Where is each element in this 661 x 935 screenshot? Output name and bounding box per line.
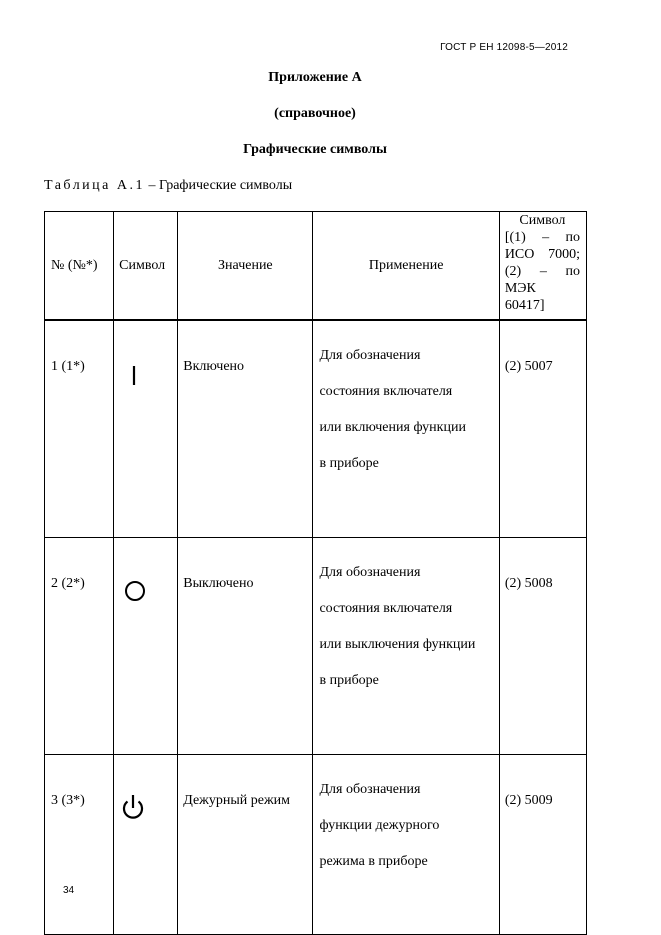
row-number: 1 (1*) — [45, 320, 114, 538]
appendix-type: (справочное) — [274, 106, 356, 121]
header-ref-line: 60417] — [504, 298, 545, 313]
row-usage — [313, 755, 499, 935]
header-ref-line: ИСО 7000; — [504, 247, 580, 262]
usage-line: состояния включателя — [319, 601, 453, 616]
symbols-table — [44, 211, 587, 935]
power-on-line-icon — [119, 361, 149, 391]
row-usage — [313, 320, 499, 538]
header-meaning: Значение — [178, 212, 313, 321]
usage-line: Для обозначения — [319, 782, 421, 797]
usage-line: в приборе — [319, 456, 379, 471]
header-number: № (№*) — [45, 212, 114, 321]
row-usage — [313, 538, 499, 755]
header-ref-line: (2) – по — [504, 264, 580, 279]
row-symbol — [114, 320, 178, 538]
table-header-row — [45, 212, 587, 321]
row-reference: (2) 5009 — [499, 755, 586, 935]
row-reference: (2) 5007 — [499, 320, 586, 538]
header-usage: Применение — [313, 212, 499, 321]
usage-line: функции дежурного — [319, 818, 440, 833]
table-caption — [44, 178, 292, 194]
row-symbol — [114, 538, 178, 755]
header-ref-line: Символ — [519, 213, 566, 228]
row-meaning: Дежурный режим — [178, 755, 313, 935]
appendix-title: Приложение А — [268, 70, 362, 85]
usage-line: Для обозначения — [319, 348, 421, 363]
section-title: Графические символы — [243, 142, 387, 157]
row-number: 2 (2*) — [45, 538, 114, 755]
table-row — [45, 538, 587, 755]
usage-line: Для обозначения — [319, 565, 421, 580]
usage-line: состояния включателя — [319, 384, 453, 399]
standard-header: ГОСТ Р ЕН 12098-5—2012 — [440, 42, 568, 53]
power-off-circle-icon — [120, 576, 150, 606]
usage-line: или выключения функции — [319, 637, 476, 652]
row-number: 3 (3*) — [45, 755, 114, 935]
table-row — [45, 755, 587, 935]
row-symbol — [114, 755, 178, 935]
row-reference: (2) 5008 — [499, 538, 586, 755]
usage-line: или включения функции — [319, 420, 466, 435]
page-number: 34 — [63, 885, 75, 896]
usage-line: в приборе — [319, 673, 379, 688]
standby-power-icon — [118, 791, 148, 823]
header-ref-line: МЭК — [504, 281, 536, 296]
table-caption-prefix: Таблица А.1 — [44, 178, 145, 193]
usage-line: режима в приборе — [319, 854, 428, 869]
header-symbol: Символ — [114, 212, 178, 321]
table-caption-text: – Графические символы — [145, 178, 293, 193]
row-meaning: Включено — [178, 320, 313, 538]
table-row — [45, 320, 587, 538]
header-reference — [499, 212, 586, 321]
header-ref-line: [(1) – по — [504, 230, 580, 245]
row-meaning: Выключено — [178, 538, 313, 755]
